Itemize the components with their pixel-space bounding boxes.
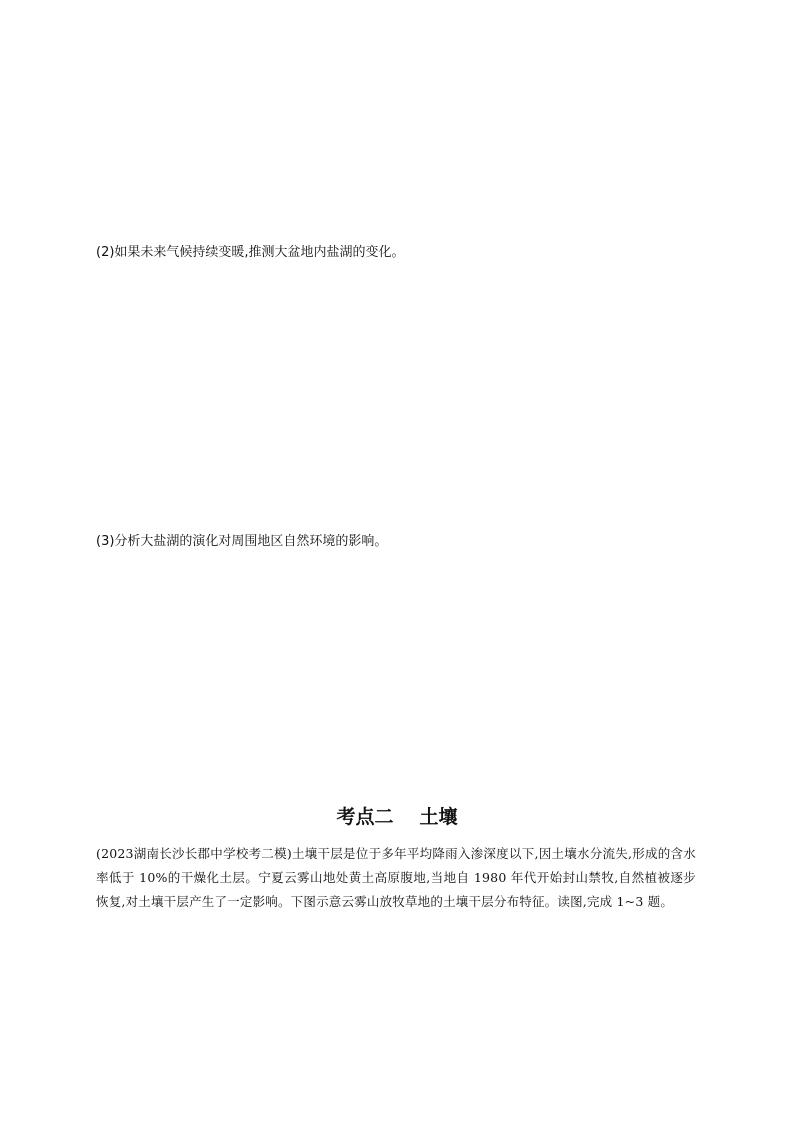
intro-paragraph: (2023湖南长沙长郡中学校考二模)土壤干层是位于多年平均降雨入渗深度以下,因土壤水分流失,形成的含水率低于 10%的干燥化土层。宁夏云雾山地处黄土高原腹地,当地自 1980 年代开始封山禁牧,自然植被逐步恢复,对土壤干层产生了一定影响。下图示意云雾山放牧草地的土壤干层分布特征。读图,完成 1~3 题。: [96, 846, 696, 909]
question-2-prompt: (2)如果未来气候持续变暖,推测大盆地内盐湖的变化。: [96, 245, 405, 260]
section-topic: 土壤: [419, 806, 458, 828]
section-heading: [0, 804, 794, 830]
question-3-prompt: (3)分析大盐湖的演化对周围地区自然环境的影响。: [96, 534, 388, 549]
section-number: 考点二: [336, 806, 394, 828]
